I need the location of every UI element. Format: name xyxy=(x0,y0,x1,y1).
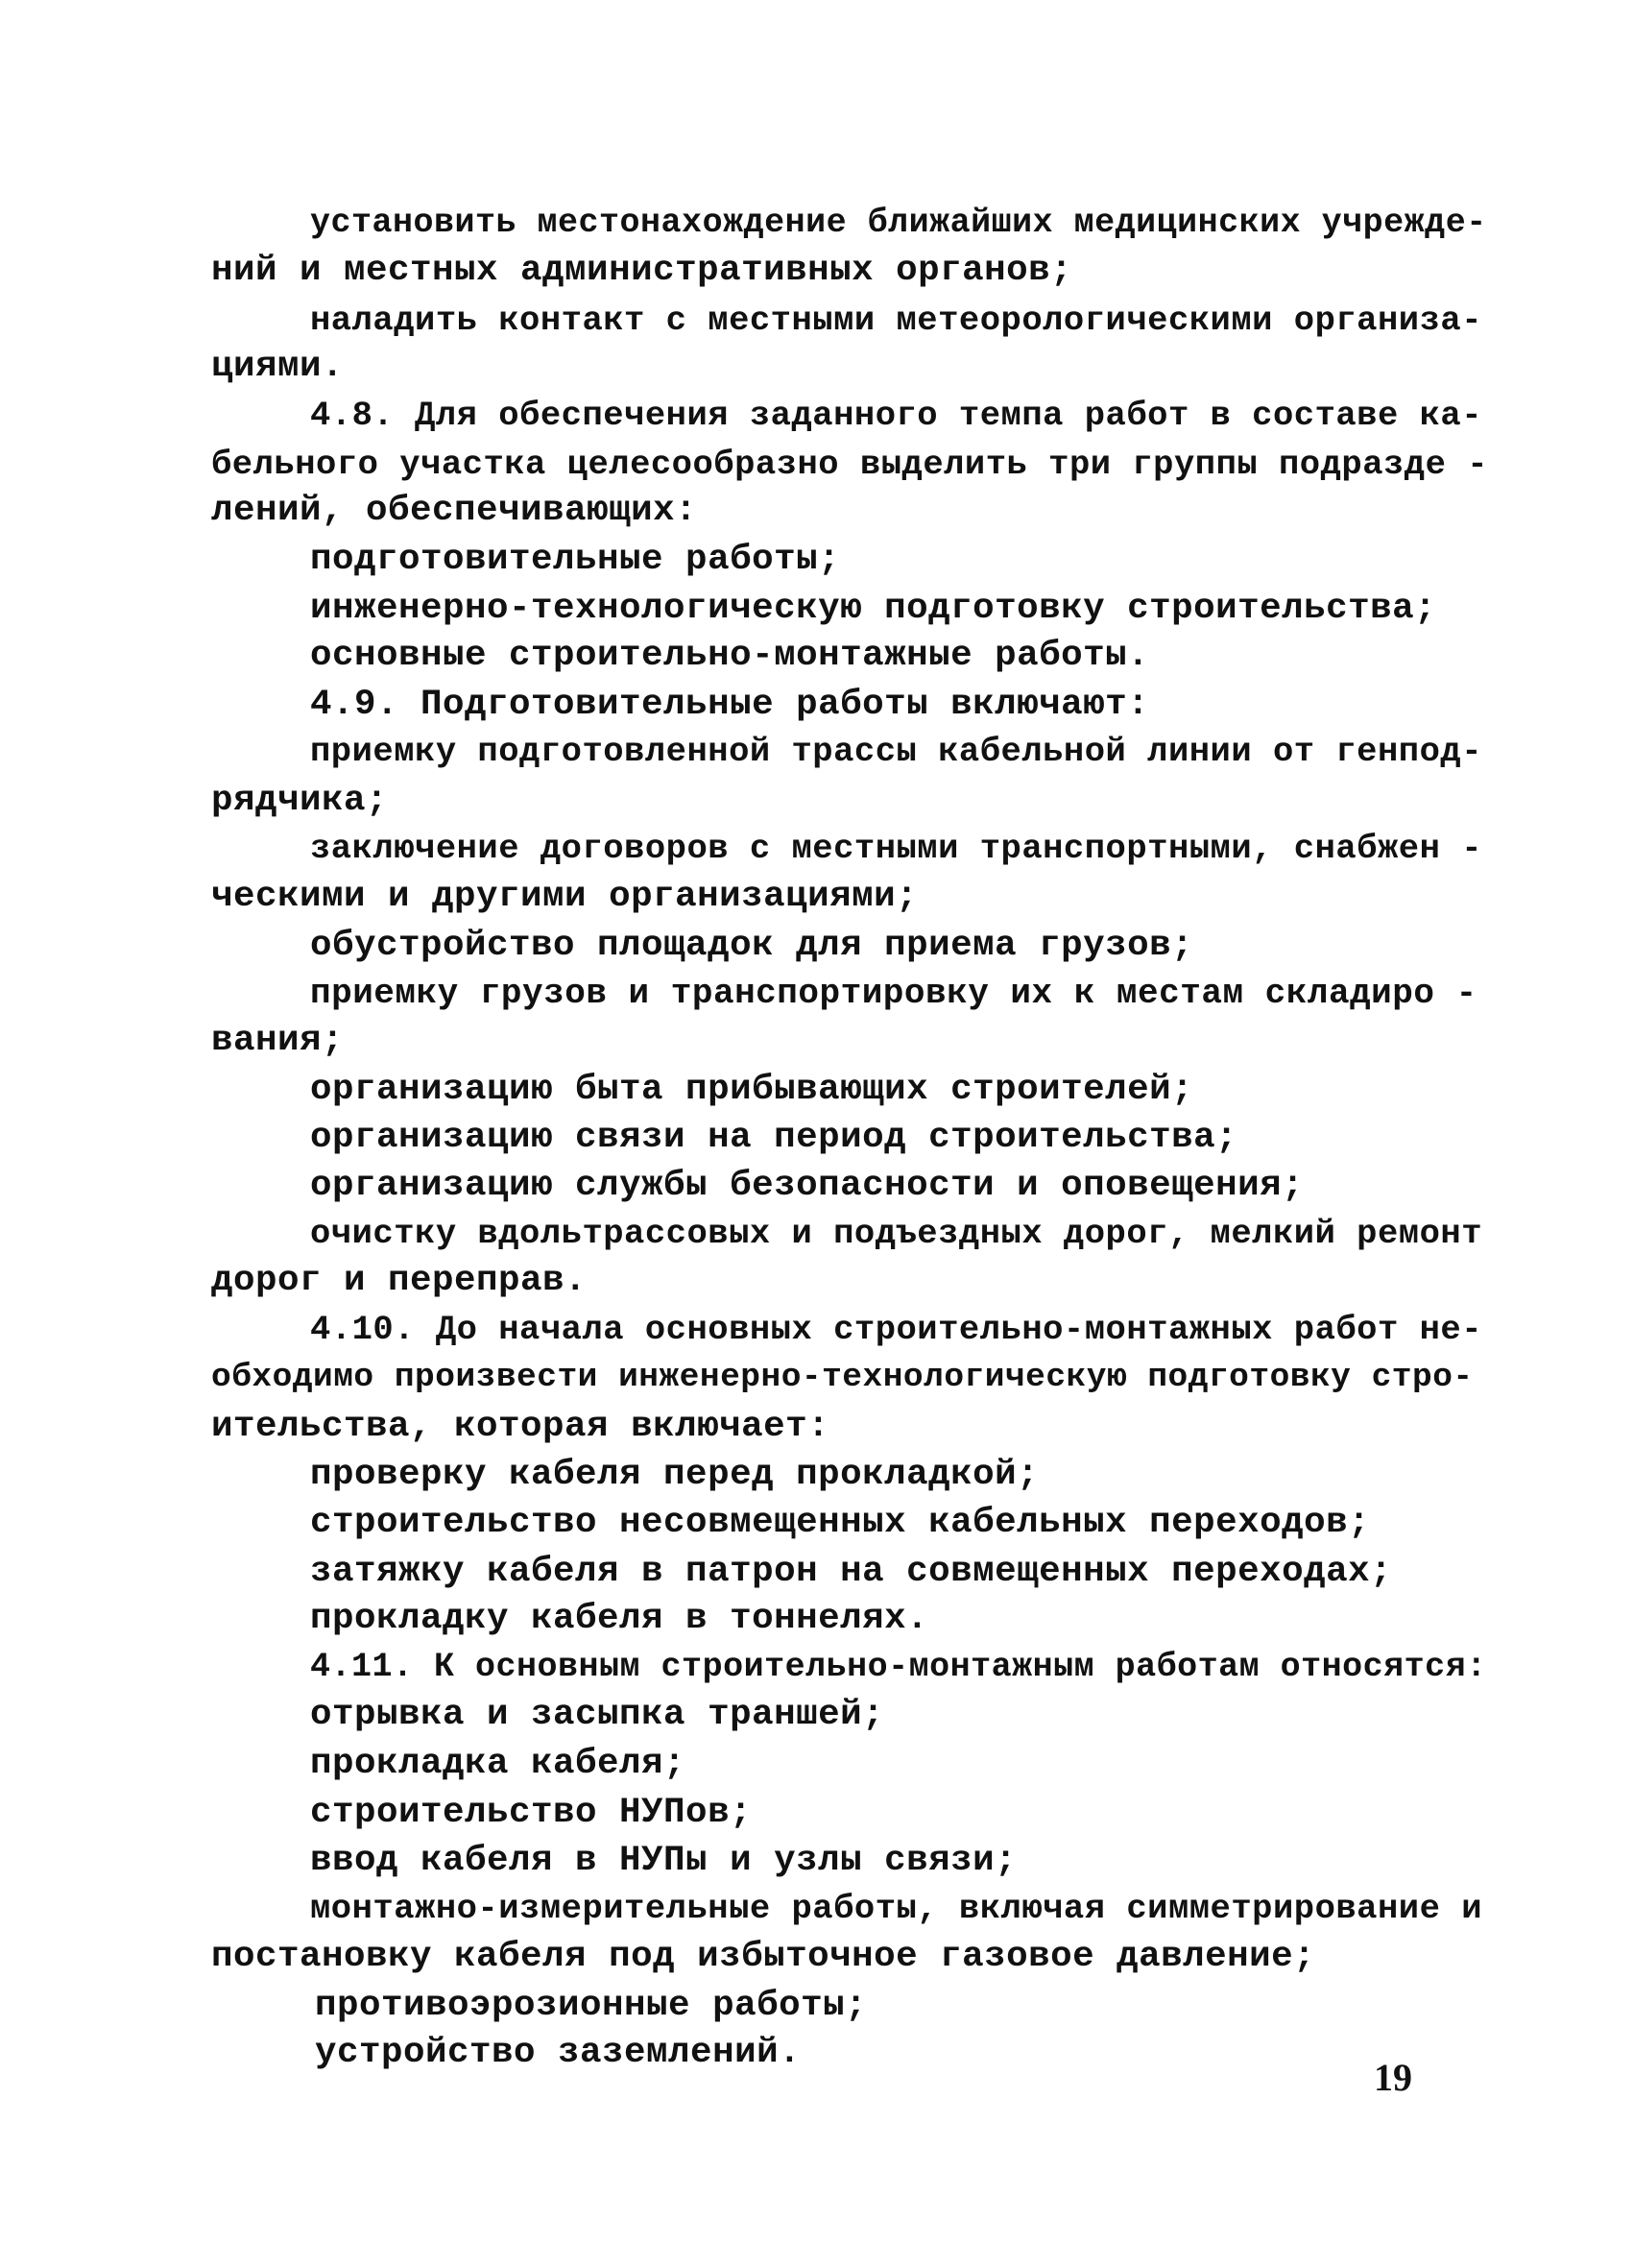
text-line: 4.10. До начала основных строительно-монтажных работ не- xyxy=(310,1310,1482,1349)
text-line: дорог и переправ. xyxy=(211,1261,588,1301)
text-line: строительство несовмещенных кабельных переходов; xyxy=(310,1503,1371,1543)
text-line: ительства, которая включает: xyxy=(211,1407,830,1447)
text-line: строительство НУПов; xyxy=(310,1793,753,1833)
text-line: ввод кабеля в НУПы и узлы связи; xyxy=(310,1841,1018,1881)
text-line: прокладка кабеля; xyxy=(310,1744,686,1784)
text-line: подготовительные работы; xyxy=(310,540,841,580)
text-line: приемку грузов и транспортировку их к местам складиро - xyxy=(310,974,1477,1013)
text-line: устройство заземлений. xyxy=(315,2033,802,2073)
text-line: 4.8. Для обеспечения заданного темпа работ в составе ка- xyxy=(310,396,1482,435)
text-line: обустройство площадок для приема грузов; xyxy=(310,926,1194,966)
text-line: отрывка и засыпка траншей; xyxy=(310,1695,885,1735)
text-line: заключение договоров с местными транспортными, снабжен - xyxy=(310,829,1482,868)
text-line: лений, обеспечивающих: xyxy=(211,491,698,531)
text-line: монтажно-измерительные работы, включая симметрирование и xyxy=(310,1889,1482,1928)
text-line: организацию связи на период строительства; xyxy=(310,1118,1238,1158)
text-line: 4.9. Подготовительные работы включают: xyxy=(310,685,1150,725)
text-line: ческими и другими организациями; xyxy=(211,877,919,917)
text-line: вания; xyxy=(211,1021,345,1061)
text-line: приемку подготовленной трассы кабельной линии от генпод- xyxy=(310,732,1482,771)
text-line: противоэрозионные работы; xyxy=(315,1986,868,2026)
text-line: организацию службы безопасности и оповещения; xyxy=(310,1166,1305,1206)
text-line: 4.11. К основным строительно-монтажным работам относятся: xyxy=(310,1648,1487,1686)
text-line: обходимо произвести инженерно-технологическую подготовку стро- xyxy=(211,1359,1474,1396)
text-line: основные строительно-монтажные работы. xyxy=(310,636,1150,676)
text-line: ний и местных административных органов; xyxy=(211,251,1073,291)
text-line: бельного участка целесообразно выделить три группы подразде - xyxy=(211,445,1489,484)
text-line: прокладку кабеля в тоннелях. xyxy=(310,1599,929,1639)
text-line: установить местонахождение ближайших медицинских учрежде- xyxy=(310,204,1487,242)
text-line: циями. xyxy=(211,347,345,387)
text-line: очистку вдольтрассовых и подъездных дорог, мелкий ремонт xyxy=(310,1214,1482,1253)
text-line: затяжку кабеля в патрон на совмещенных переходах; xyxy=(310,1552,1393,1592)
text-line: рядчика; xyxy=(211,781,389,821)
text-line: наладить контакт с местными метеорологическими организа- xyxy=(310,301,1482,340)
text-line: организацию быта прибывающих строителей; xyxy=(310,1070,1194,1110)
page-number: 19 xyxy=(1374,2056,1412,2099)
text-line: проверку кабеля перед прокладкой; xyxy=(310,1455,1040,1495)
text-line: постановку кабеля под избыточное газовое давление; xyxy=(211,1937,1316,1977)
text-line: инженерно-технологическую подготовку строительства; xyxy=(310,589,1437,629)
